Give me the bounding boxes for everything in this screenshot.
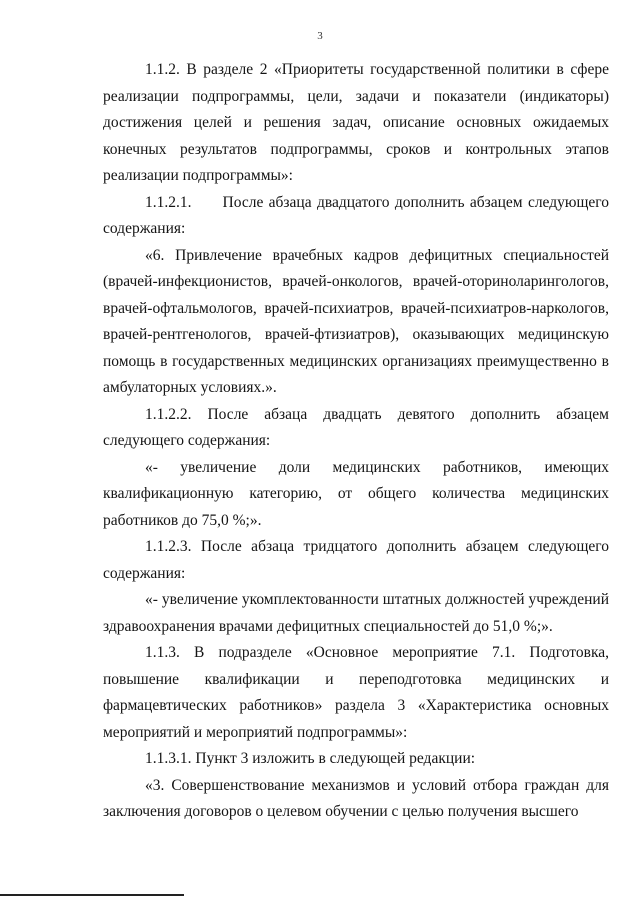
paragraph-1-1-3: 1.1.3. В подразделе «Основное мероприятие 7.1. Подготовка, повышение квалификации и переподготовка медицинских и фармацевтических работников» раздела 3 «Характеристика основных мероприятий и мероприятий подпрограммы»: (103, 644, 609, 741)
paragraph-1-1-2: 1.1.2. В разделе 2 «Приоритеты государственной политики в сфере реализации подпрограммы, цели, задачи и показатели (индикаторы) достижения целей и решения задач, описание основных ожидаемых конечных результатов подпрограммы, сроков и контрольных этапов реализации подпрограммы»: (103, 61, 609, 184)
paragraph-quote-3: «3. Совершенствование механизмов и условий отбора граждан для заключения договоров о целевом обучении с целью получения высшего (103, 776, 609, 820)
paragraph-quote-share-workers: «- увеличение доли медицинских работников, имеющих квалификационную категорию, от общего количества медицинских работников до 75,0 %;». (103, 458, 609, 529)
paragraph-1-1-3-1: 1.1.3.1. Пункт 3 изложить в следующей редакции: (145, 750, 476, 767)
paragraph-quote-staffing: «- увеличение укомплектованности штатных должностей учреждений здравоохранения врачами дефицитных специальностей до 51,0 %;». (103, 591, 609, 635)
paragraph-1-1-2-2: 1.1.2.2. После абзаца двадцать девятого дополнить абзацем следующего содержания: (103, 405, 609, 449)
paragraph-1-1-2-1: 1.1.2.1. После абзаца двадцатого дополнить абзацем следующего содержания: (103, 193, 609, 237)
document-body (103, 57, 609, 826)
paragraph-1-1-2-3: 1.1.2.3. После абзаца тридцатого дополнить абзацем следующего содержания: (103, 538, 609, 582)
page-number: 3 (317, 30, 323, 42)
footer-rule (0, 894, 184, 896)
paragraph-quote-6: «6. Привлечение врачебных кадров дефицитных специальностей (врачей-инфекционистов, врачей-онкологов, врачей-оториноларингологов, врачей-офтальмологов, врачей-психиатров, врачей-психиатров-наркологов, врачей-рентгенологов, врачей-фтизиатров), оказывающих медицинскую помощь в государственных медицинских организациях преимущественно в амбулаторных условиях.». (103, 246, 609, 396)
